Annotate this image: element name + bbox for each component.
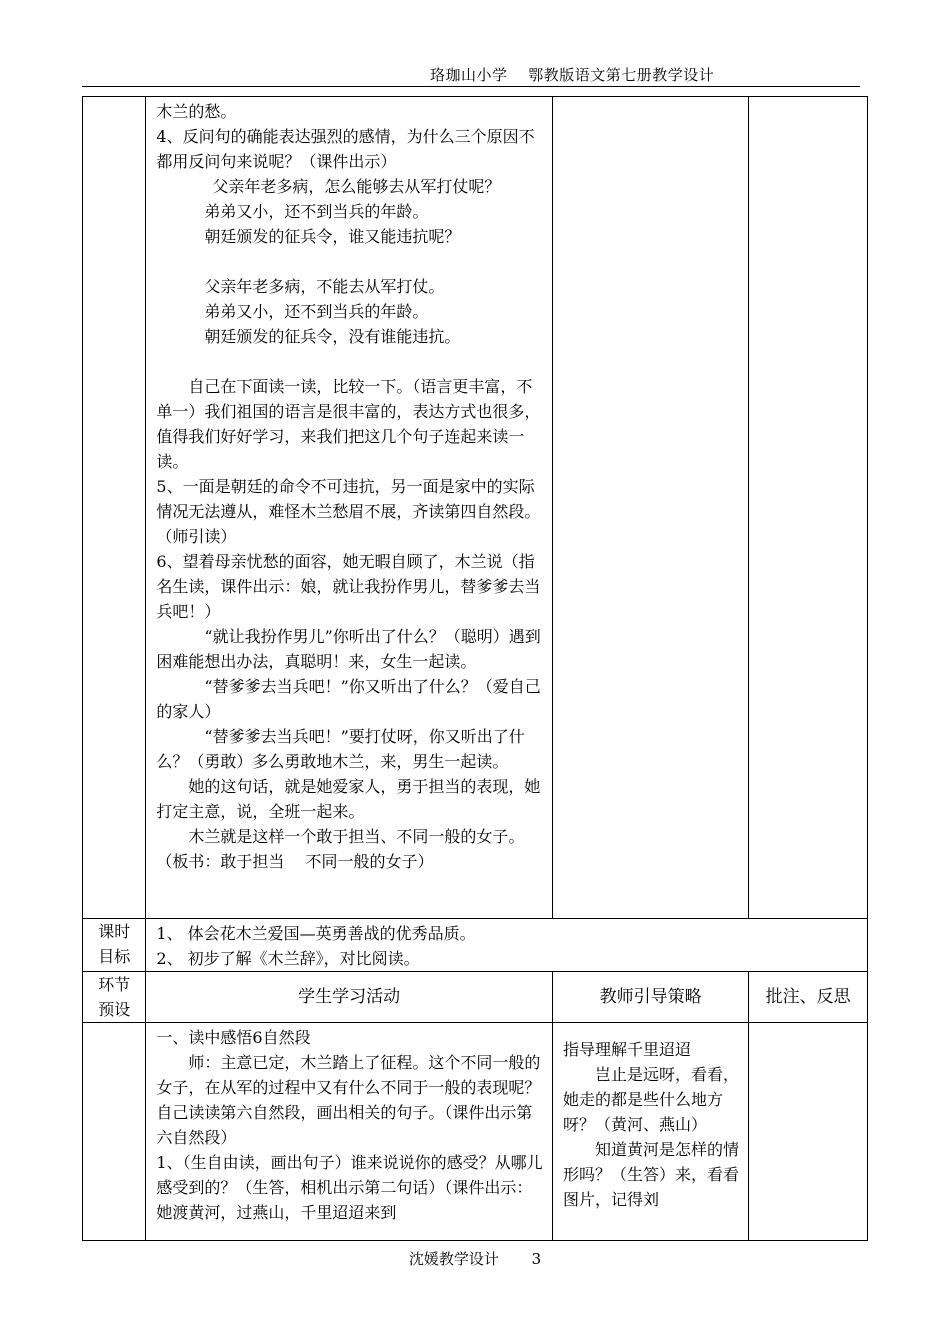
notes-cell-2 (749, 1023, 868, 1241)
paragraph: 弟弟又小，还不到当兵的年龄。 (204, 302, 429, 321)
section-label-cell (83, 97, 146, 919)
paragraph: 弟弟又小，还不到当兵的年龄。 (204, 202, 429, 221)
header-notes: 批注、反思 (749, 972, 868, 1023)
page-header (82, 62, 860, 87)
paragraph: 4、反问句的确能表达强烈的感情，为什么三个原因不都用反问句来说呢？（课件出示） (156, 127, 535, 171)
table-header-row (83, 972, 868, 1023)
student-activity-text (146, 97, 552, 874)
paragraph: 自己在下面读一读，比较一下。（语言更丰富，不单一）我们祖国的语言是很丰富的，表达方式也很多，值得我们好好学习，来我们把这几个句子连起来读一读。 (156, 377, 541, 471)
paragraph: 知道黄河是怎样的情形吗？（生答）来，看看图片，记得刘 (562, 1140, 739, 1209)
paragraph: 1、（生自由读，画出句子）谁来说说你的感受？从哪儿感受到的？（生答，相机出示第二句话）（课件出示：她渡黄河，过燕山，千里迢迢来到 (156, 1153, 543, 1222)
paragraph: 指导理解千里迢迢 (562, 1040, 691, 1059)
objectives-label: 课时目标 (83, 919, 146, 972)
paragraph: 师：主意已定，木兰踏上了征程。这个不同一般的女子，在从军的过程中又有什么不同于一般的表现呢？自己读读第六自然段，画出相关的句子。（课件出示第六自然段） (156, 1053, 541, 1147)
paragraph: “替爹爹去当兵吧！”要打仗呀，你又听出了什么？（勇敢）多么勇敢地木兰，来，男生一起读。 (156, 727, 525, 771)
teacher-strategy-cell (552, 97, 748, 919)
paragraph: “就让我扮作男儿”你听出了什么？（聪明）遇到困难能想出办法，真聪明！来，女生一起读。 (156, 627, 541, 671)
page-number: 3 (531, 1250, 542, 1268)
table-row-objectives (83, 919, 868, 972)
stage-cell (83, 1023, 146, 1241)
teacher-strategy-cell-2 (552, 1023, 748, 1241)
student-activity-text-2 (146, 1023, 552, 1225)
header-text: 珞珈山小学 鄂教版语文第七册教学设计 (430, 66, 715, 84)
paragraph: 一、读中感悟6自然段 (156, 1028, 311, 1047)
notes-cell (749, 97, 868, 919)
paragraph (156, 249, 546, 274)
paragraph: 木兰就是这样一个敢于担当、不同一般的女子。（板书：敢于担当 不同一般的女子） (156, 827, 525, 871)
table-row-continued (83, 97, 868, 919)
objective-item: 1、 体会花木兰爱国—英勇善战的优秀品质。 (156, 924, 476, 943)
student-activity-cell-2 (146, 1023, 553, 1241)
paragraph: 5、一面是朝廷的命令不可违抗，另一面是家中的实际情况无法遵从，难怪木兰愁眉不展，齐读第四自然段。（师引读） (156, 477, 541, 546)
header-teacher-strategy: 教师引导策略 (552, 972, 748, 1023)
student-activity-cell (146, 97, 553, 919)
paragraph: 父亲年老多病，怎么能够去从军打仗呢？ (212, 177, 501, 196)
header-student-activity: 学生学习活动 (146, 972, 553, 1023)
paragraph: 朝廷颁发的征兵令，没有谁能违抗。 (204, 327, 461, 346)
table-row-activity (83, 1023, 868, 1241)
objective-item: 2、 初步了解《木兰辞》，对比阅读。 (156, 949, 420, 968)
lesson-plan-table (82, 96, 868, 1241)
paragraph: 岂止是远呀，看看，她走的都是些什么地方呀？（黄河、燕山） (562, 1065, 739, 1134)
paragraph (156, 349, 546, 374)
paragraph: 朝廷颁发的征兵令，谁又能违抗呢？ (204, 227, 461, 246)
paragraph: 6、望着母亲忧愁的面容，她无暇自顾了，木兰说（指名生读，课件出示：娘，就让我扮作男儿，替爹爹去当兵吧！） (156, 552, 541, 621)
paragraph: 木兰的愁。 (156, 102, 237, 121)
paragraph: 她的这句话，就是她爱家人，勇于担当的表现，她打定主意，说，全班一起来。 (156, 777, 541, 821)
page-footer (0, 1248, 950, 1269)
footer-author: 沈媛教学设计 (408, 1250, 499, 1268)
paragraph: 父亲年老多病，不能去从军打仗。 (204, 277, 445, 296)
header-stage: 环节预设 (83, 972, 146, 1023)
objectives-content (146, 919, 868, 972)
paragraph: “替爹爹去当兵吧！”你又听出了什么？（爱自己的家人） (156, 677, 541, 721)
teacher-strategy-text (553, 1023, 748, 1212)
